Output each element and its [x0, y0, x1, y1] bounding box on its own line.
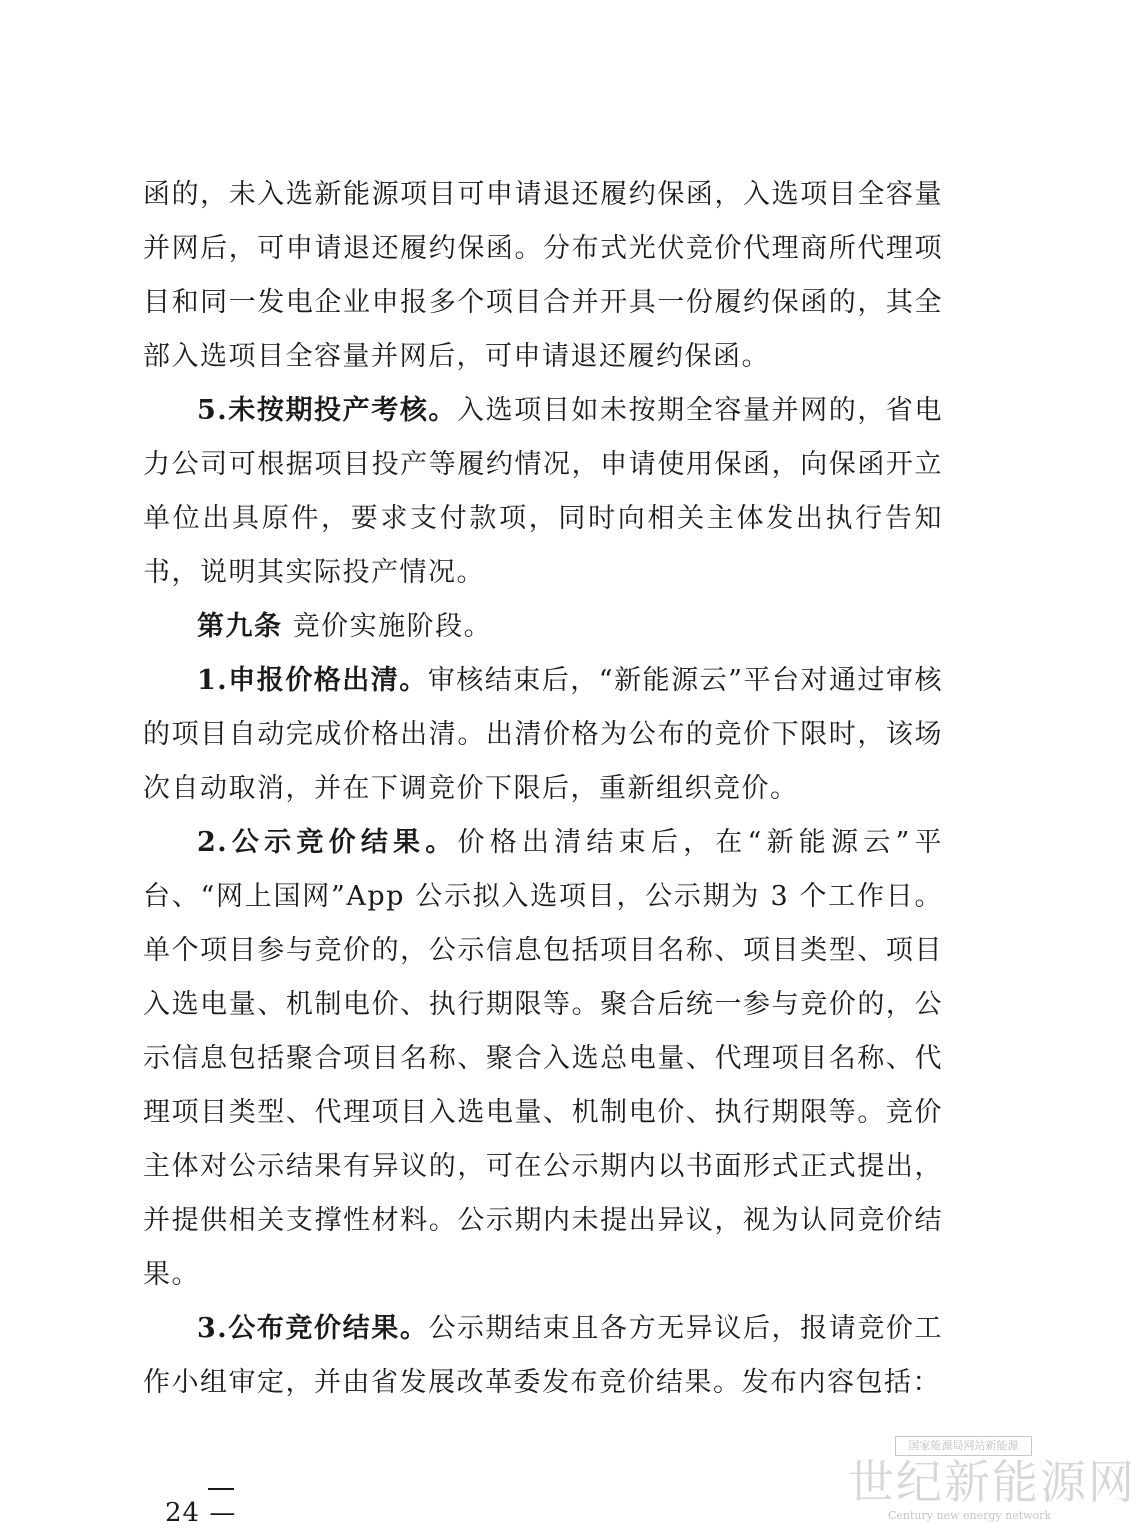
paragraph-guarantee-refund [143, 168, 943, 384]
paragraph-lead: 3.公布竞价结果。 [197, 1313, 429, 1344]
paragraph-lead: 1.申报价格出清。 [197, 665, 428, 696]
paragraph-publicize-results [143, 816, 943, 1302]
paragraph-text: 函的，未入选新能源项目可申请退还履约保函，入选项目全容量并网后，可申请退还履约保函。分布式光伏竞价代理商所代理项目和同一发电企业申报多个项目合并开具一份履约保函的，其全部入选项目全容量并网后，可申请退还履约保函。 [143, 179, 943, 372]
page-number: 24 — [165, 1498, 237, 1528]
paragraph-price-clearing [143, 654, 943, 816]
article-number: 第九条 [197, 611, 283, 642]
page-number-dash [208, 1488, 234, 1490]
article-title: 竞价实施阶段。 [282, 611, 493, 642]
watermark-logo: 世纪新能源网 [848, 1455, 1136, 1509]
paragraph-text: 公示期结束且各方无异议后，报请竞价工作小组审定，并由省发展改革委发布竞价结果。发布内容包括： [143, 1313, 944, 1398]
paragraph-lead: 5.未按期投产考核。 [197, 395, 458, 426]
paragraph-text: 价格出清结束后，在“新能源云”平台、“网上国网”App 公示拟入选项目，公示期为 3 个工作日。单个项目参与竞价的，公示信息包括项目名称、项目类型、项目入选电量、机制电价、执行期限等。聚合后统一参与竞价的，公示信息包括聚合项目名称、聚合入选总电量、代理项目名称、代理项目类型、代理项目入选电量、机制电价、执行期限等。竞价主体对公示结果有异议的，可在公示期内以书面形式正式提出，并提供相关支撑性材料。公示期内未提出异议，视为认同竞价结果。 [143, 827, 943, 1290]
paragraph-text: 审核结束后，“新能源云”平台对通过审核的项目自动完成价格出清。出清价格为公布的竞价下限时，该场次自动取消，并在下调竞价下限后，重新组织竞价。 [143, 665, 943, 804]
paragraph-lead: 2.公示竞价结果。 [197, 827, 458, 858]
paragraph-text: 入选项目如未按期全容量并网的，省电力公司可根据项目投产等履约情况，申请使用保函，向保函开立单位出具原件，要求支付款项，同时向相关主体发出执行告知书，说明其实际投产情况。 [143, 395, 944, 588]
watermark-box: 国家能源局网站新能源 [895, 1436, 1032, 1456]
watermark-subtitle: Century new energy network [888, 1509, 1052, 1522]
paragraph-announce-results [143, 1302, 943, 1410]
body-text [143, 168, 943, 1410]
paragraph-production-assessment [143, 384, 943, 600]
article-heading [143, 600, 943, 654]
